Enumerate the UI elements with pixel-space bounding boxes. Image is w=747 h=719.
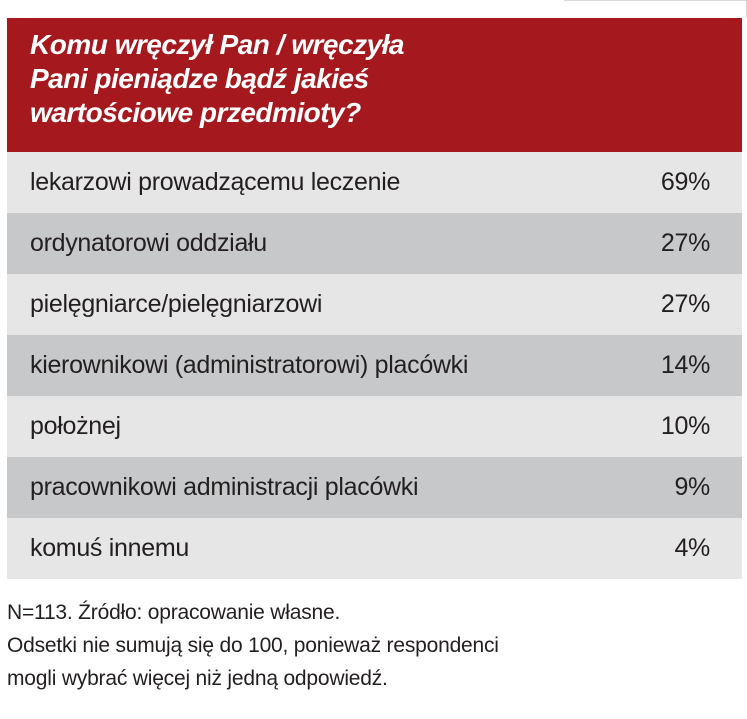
table-row (7, 457, 742, 518)
row-value: 9% (674, 473, 710, 501)
row-label: lekarzowi prowadzącemu leczenie (30, 168, 401, 196)
row-value: 4% (674, 534, 710, 562)
table-row (7, 335, 742, 396)
row-label: pracownikowi administracji placówki (30, 473, 419, 501)
row-value: 27% (660, 229, 710, 257)
footnote-note-line2: mogli wybrać więcej niż jedną odpowiedź. (7, 667, 388, 690)
table-header (7, 18, 742, 152)
row-label: komuś innemu (30, 534, 189, 562)
footnote-note-line1: Odsetki nie sumują się do 100, ponieważ respondenci (7, 634, 499, 657)
top-rule (564, 0, 747, 1)
row-value: 69% (660, 168, 710, 196)
table-row (7, 518, 742, 579)
table-title: Komu wręczył Pan / wręczyła Pani pieniądze bądź jakieś wartościowe przedmioty? (30, 29, 404, 128)
row-value: 10% (660, 412, 710, 440)
table-row (7, 213, 742, 274)
row-label: pielęgniarce/pielęgniarzowi (30, 290, 323, 318)
footnote (7, 596, 742, 695)
row-label: ordynatorowi oddziału (30, 229, 267, 257)
table-row (7, 274, 742, 335)
row-label: położnej (30, 412, 121, 440)
row-label: kierownikowi (administratorowi) placówki (30, 351, 469, 379)
survey-table (7, 18, 742, 579)
footnote-source: N=113. Źródło: opracowanie własne. (7, 601, 341, 624)
row-value: 27% (660, 290, 710, 318)
table-row (7, 152, 742, 213)
table-row (7, 396, 742, 457)
table-body (7, 152, 742, 579)
row-value: 14% (660, 351, 710, 379)
